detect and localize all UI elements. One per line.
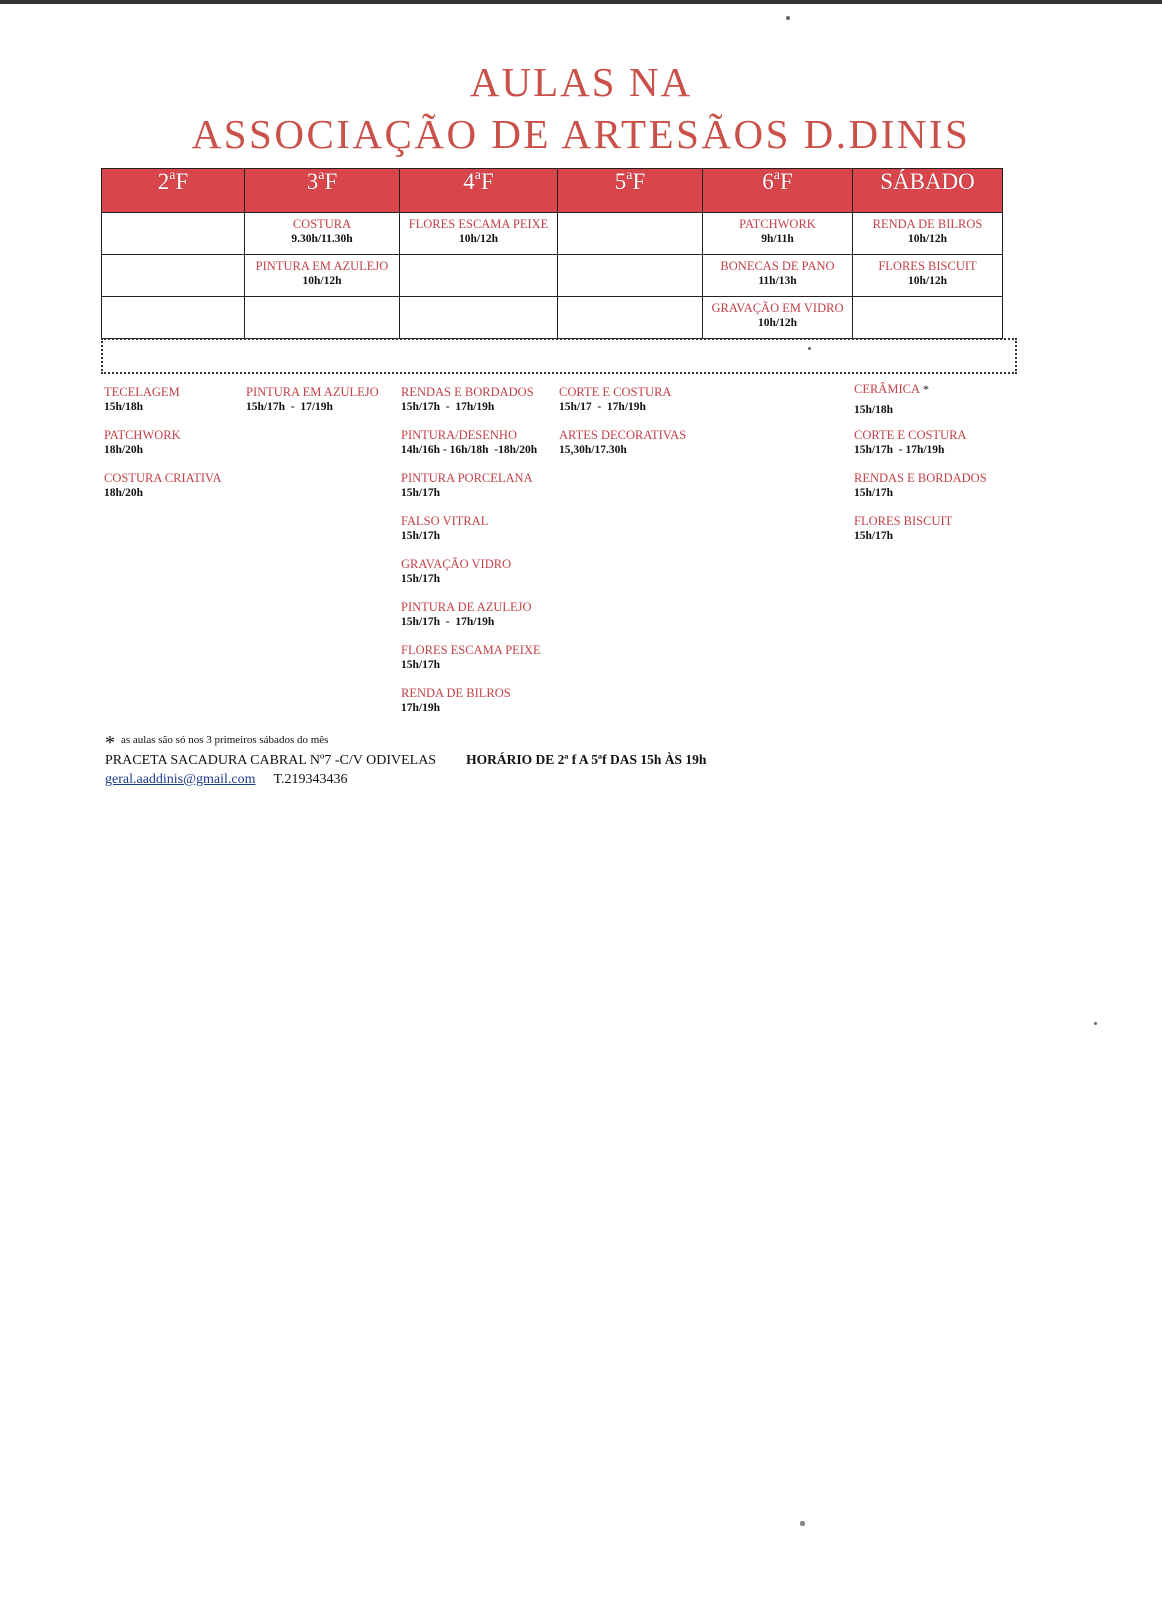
footnote-text: as aulas são só nos 3 primeiros sábados do mês <box>121 734 329 746</box>
schedule-cell <box>853 634 1003 677</box>
schedule-cell <box>703 213 853 255</box>
page-title-line-1: AULAS NA <box>469 59 693 105</box>
class-time: 14h/16h - 16h/18h -18h/20h <box>401 444 538 456</box>
day-ordinal: a <box>773 168 780 183</box>
schedule-cell <box>703 505 853 548</box>
afternoon-schedule-table <box>103 376 1003 720</box>
day-number: 4 <box>463 169 475 194</box>
class-time: 15h/17h <box>854 530 893 542</box>
class-name: CORTE E COSTURA <box>559 385 672 399</box>
class-name: CORTE E COSTURA <box>854 428 967 442</box>
schedule-row <box>103 548 1003 591</box>
schedule-row <box>102 213 1003 255</box>
class-time: 15,30h/17.30h <box>559 444 627 456</box>
schedule-cell <box>853 255 1003 297</box>
class-time: 15h/17h - 17h/19h <box>854 444 945 456</box>
address: PRACETA SACADURA CABRAL Nº7 -C/V ODIVELAS <box>105 753 437 768</box>
schedule-cell <box>245 548 400 591</box>
day-number: 3 <box>306 169 319 194</box>
footnote-marker: * <box>919 382 929 396</box>
schedule-cell <box>245 255 400 297</box>
class-name: PINTURA PORCELANA <box>401 471 533 485</box>
day-ordinal: a <box>169 168 176 183</box>
class-name: TECELAGEM <box>104 385 180 399</box>
schedule-cell <box>103 548 245 591</box>
class-time: 15h/17h - 17h/19h <box>401 616 495 628</box>
schedule-cell <box>853 419 1003 462</box>
class-name: COSTURA CRIATIVA <box>104 471 222 485</box>
schedule-cell <box>103 677 245 720</box>
class-time: 15h/17h <box>401 573 440 585</box>
day-header <box>703 169 853 213</box>
class-name: PINTURA EM AZULEJO <box>255 259 389 273</box>
day-number: 2 <box>157 169 170 194</box>
class-time: 18h/20h <box>104 444 143 456</box>
class-time: 11h/13h <box>758 275 797 287</box>
schedule-cell <box>102 213 245 255</box>
day-header <box>400 169 558 213</box>
day-ordinal: a <box>474 168 481 183</box>
schedule-cell <box>558 591 703 634</box>
class-name: GRAVAÇÃO VIDRO <box>401 557 512 571</box>
schedule-cell <box>400 419 558 462</box>
class-name: BONECAS DE PANO <box>720 259 835 273</box>
class-name: RENDAS E BORDADOS <box>854 471 987 485</box>
class-time: 15h/17h <box>401 530 440 542</box>
schedule-cell <box>703 376 853 419</box>
morning-schedule-table <box>101 168 1003 339</box>
schedule-cell <box>245 634 400 677</box>
schedule-cell <box>703 419 853 462</box>
schedule-cell <box>703 677 853 720</box>
class-name: RENDAS E BORDADOS <box>401 385 534 399</box>
class-name: PINTURA/DESENHO <box>401 428 517 442</box>
scan-speck <box>800 1521 805 1526</box>
class-time: 10h/12h <box>459 233 498 245</box>
contact-line <box>105 752 706 769</box>
schedule-cell <box>400 297 558 339</box>
schedule-row <box>103 462 1003 505</box>
class-name: FLORES BISCUIT <box>878 259 977 273</box>
phone-number: T.219343436 <box>273 772 348 787</box>
schedule-cell <box>400 591 558 634</box>
schedule-cell <box>703 591 853 634</box>
class-time: 15h/17h <box>401 659 440 671</box>
schedule-cell <box>103 634 245 677</box>
class-time: 9.30h/11.30h <box>291 233 353 245</box>
class-time: 15h/17h - 17h/19h <box>401 401 495 413</box>
day-ordinal: a <box>318 168 325 183</box>
schedule-cell <box>245 419 400 462</box>
schedule-cell <box>703 634 853 677</box>
class-name: RENDA DE BILROS <box>872 217 983 231</box>
class-time: 15h/17h <box>401 487 440 499</box>
schedule-cell <box>103 505 245 548</box>
class-time: 15h/17h - 17/19h <box>246 401 333 413</box>
schedule-cell <box>853 505 1003 548</box>
day-header-row <box>102 169 1003 213</box>
class-time: 10h/12h <box>908 233 947 245</box>
schedule-cell <box>245 297 400 339</box>
schedule-cell <box>103 419 245 462</box>
day-ordinal: a <box>626 168 633 183</box>
schedule-cell <box>245 462 400 505</box>
class-time: 15h/18h <box>854 404 893 416</box>
session-separator <box>101 338 1017 374</box>
day-suffix: F <box>632 169 646 194</box>
scan-speck <box>786 16 790 20</box>
class-time: 18h/20h <box>104 487 143 499</box>
schedule-cell <box>703 462 853 505</box>
schedule-row <box>103 634 1003 677</box>
class-name: GRAVAÇÃO EM VIDRO <box>711 301 844 315</box>
schedule-row <box>103 677 1003 720</box>
opening-hours: HORÁRIO DE 2ª f A 5ªf DAS 15h ÀS 19h <box>466 752 707 767</box>
schedule-cell <box>102 255 245 297</box>
schedule-cell <box>400 677 558 720</box>
class-name: FLORES ESCAMA PEIXE <box>408 217 549 231</box>
schedule-row <box>103 505 1003 548</box>
schedule-cell <box>853 548 1003 591</box>
class-time: 10h/12h <box>908 275 947 287</box>
schedule-cell <box>558 255 703 297</box>
day-number: SÁBADO <box>880 169 975 194</box>
schedule-cell <box>400 634 558 677</box>
schedule-cell <box>103 376 245 419</box>
day-number: 6 <box>762 169 774 194</box>
scan-speck <box>1094 1022 1097 1025</box>
schedule-cell <box>245 213 400 255</box>
schedule-cell <box>558 634 703 677</box>
email-link[interactable]: geral.aaddinis@gmail.com <box>105 772 256 787</box>
class-name: PINTURA DE AZULEJO <box>401 600 532 614</box>
day-header <box>102 169 245 213</box>
day-suffix: F <box>175 169 189 194</box>
schedule-cell <box>558 213 703 255</box>
class-name: PINTURA EM AZULEJO <box>246 385 379 399</box>
schedule-cell <box>558 505 703 548</box>
class-time: 15h/18h <box>104 401 143 413</box>
schedule-cell <box>245 677 400 720</box>
schedule-cell <box>853 213 1003 255</box>
day-header <box>853 169 1003 213</box>
day-suffix: F <box>779 169 793 194</box>
schedule-cell <box>245 591 400 634</box>
schedule-cell <box>853 376 1003 419</box>
schedule-cell <box>558 297 703 339</box>
day-suffix: F <box>480 169 494 194</box>
scan-speck <box>808 347 811 350</box>
day-suffix: F <box>324 169 338 194</box>
schedule-cell <box>245 505 400 548</box>
class-name: PATCHWORK <box>739 217 816 231</box>
class-name: CERÂMICA * <box>854 382 929 396</box>
schedule-cell <box>703 297 853 339</box>
class-time: 17h/19h <box>401 702 440 714</box>
schedule-cell <box>558 677 703 720</box>
schedule-cell <box>103 462 245 505</box>
class-time: 10h/12h <box>302 275 342 287</box>
schedule-row <box>102 297 1003 339</box>
schedule-cell <box>853 591 1003 634</box>
schedule-cell <box>102 297 245 339</box>
schedule-cell <box>853 462 1003 505</box>
class-name: FALSO VITRAL <box>401 514 489 528</box>
schedule-cell <box>400 213 558 255</box>
class-time: 10h/12h <box>758 317 797 329</box>
schedule-row <box>103 376 1003 419</box>
schedule-cell <box>400 548 558 591</box>
class-name: COSTURA <box>292 217 352 231</box>
schedule-row <box>103 419 1003 462</box>
class-name: FLORES ESCAMA PEIXE <box>401 643 541 657</box>
page-title-line-2: ASSOCIAÇÃO DE ARTESÃOS D.DINIS <box>191 111 971 157</box>
schedule-cell <box>245 376 400 419</box>
schedule-cell <box>853 297 1003 339</box>
class-time: 9h/11h <box>761 233 794 245</box>
schedule-cell <box>400 462 558 505</box>
schedule-row <box>103 591 1003 634</box>
schedule-cell <box>558 548 703 591</box>
day-number: 5 <box>614 169 627 194</box>
schedule-cell <box>558 376 703 419</box>
schedule-cell <box>103 591 245 634</box>
schedule-cell <box>703 255 853 297</box>
footnote-star: * <box>105 732 115 754</box>
class-time: 15h/17 - 17h/19h <box>559 401 646 413</box>
schedule-cell <box>558 462 703 505</box>
class-time: 15h/17h <box>854 487 893 499</box>
scan-edge-line <box>0 0 1162 4</box>
class-name: ARTES DECORATIVAS <box>559 428 687 442</box>
schedule-cell <box>400 255 558 297</box>
schedule-cell <box>558 419 703 462</box>
schedule-cell <box>853 677 1003 720</box>
class-name: FLORES BISCUIT <box>854 514 953 528</box>
schedule-cell <box>703 548 853 591</box>
schedule-cell <box>400 505 558 548</box>
class-name: PATCHWORK <box>104 428 181 442</box>
contact-line-2 <box>105 772 348 788</box>
class-name: RENDA DE BILROS <box>401 686 511 700</box>
day-header <box>558 169 703 213</box>
schedule-row <box>102 255 1003 297</box>
day-header <box>245 169 400 213</box>
schedule-cell <box>400 376 558 419</box>
